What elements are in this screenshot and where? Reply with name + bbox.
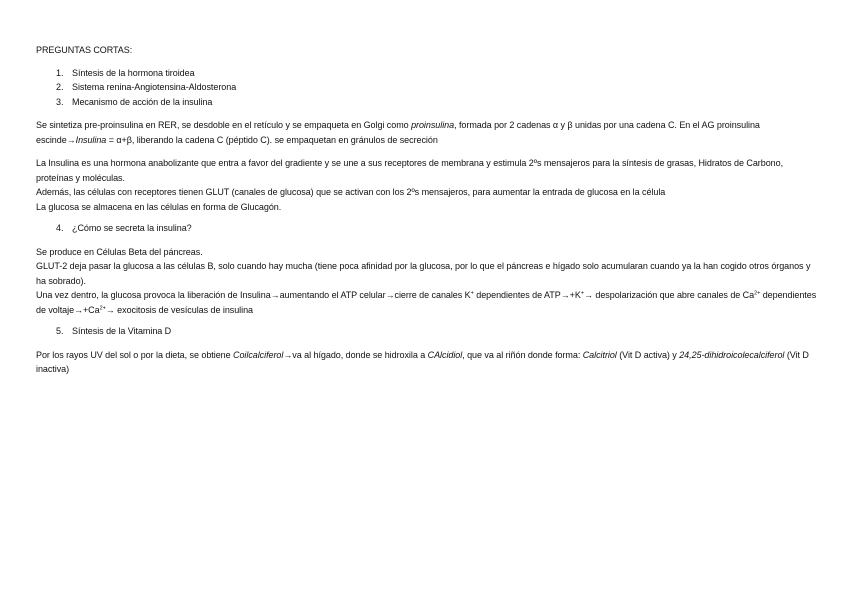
superscript: + (470, 290, 474, 297)
text-run: → exocitosis de vesículas de insulina (105, 304, 253, 315)
text-run: (Vit D inactiva) (36, 349, 809, 374)
question-4 (36, 221, 818, 236)
question-5 (36, 324, 818, 339)
paragraph-insulin-1: La Insulina es una hormona anabolizante que entra a favor del gradiente y se une a sus receptores de membrana y estimula 2ºs mensajeros para la síntesis de grasas, Hidratos de Carbono, proteínas y moléculas. (36, 158, 784, 183)
text-run: = α+β, liberando la cadena C (péptido C). se empaquetan en gránulos de secreción (106, 134, 438, 145)
superscript: 2+ (754, 290, 761, 297)
paragraph-proinsulin (36, 118, 818, 147)
list-number: 3. (56, 96, 64, 107)
text-run: dependientes de voltaje→+Ca (36, 290, 817, 315)
text-run: → despolarización que abre canales de Ca (583, 290, 755, 300)
superscript: + (580, 290, 584, 297)
list-text: Síntesis de la Vitamina D (72, 326, 172, 336)
list-number: 5. (56, 326, 64, 336)
term-calcidiol: CAlcidiol (427, 349, 463, 360)
text-run: Por los rayos UV del sol o por la dieta, se obtiene (36, 349, 234, 360)
text-run: dependientes de ATP→+K (473, 290, 581, 300)
term-calcitriol: Calcitriol (582, 349, 617, 360)
question-list (36, 66, 818, 110)
text-run: , formada por 2 cadenas α y β unidas por una cadena C. En el AG proinsulina escinde→ (36, 120, 760, 145)
term-coilcalciferol: Coilcalciferol (233, 349, 284, 360)
term-proinsulina: proinsulina (411, 120, 455, 130)
list-text: Síntesis de la hormona tiroidea (72, 67, 195, 78)
list-number: 2. (56, 82, 64, 92)
list-number: 1. (56, 67, 64, 78)
paragraph-secretion-1: Se produce en Células Beta del páncreas. (36, 246, 203, 257)
list-number: 4. (56, 223, 64, 233)
doc-title: PREGUNTAS CORTAS: (36, 45, 133, 55)
paragraph-insulin-2: Además, las células con receptores tienen GLUT (canales de glucosa) que se activan con los 2ºs mensajeros, para aumentar la entrada de glucosa en la célula (36, 187, 666, 197)
superscript: 2+ (99, 305, 106, 311)
list-text: ¿Cómo se secreta la insulina? (72, 223, 192, 233)
paragraph-vitamin-d (36, 348, 818, 377)
paragraph-insulin-3: La glucosa se almacena en las células en forma de Glucagón. (36, 201, 282, 212)
paragraph-secretion-2: GLUT-2 deja pasar la glucosa a las células B, solo cuando hay mucha (tiene poca afinidad por la glucosa, por lo que el páncreas e hígado solo acumularan cuando ya la han cogido otros órganos y ha sobrado). (36, 261, 811, 286)
text-run: Se sintetiza pre-proinsulina en RER, se desdoble en el retículo y se empaqueta en Golgi como (36, 120, 412, 130)
text-run: →va al hígado, donde se hidroxila a (283, 349, 428, 360)
text-run: , que va al riñón donde forma: (462, 349, 583, 360)
paragraph-secretion-3 (36, 288, 818, 317)
list-text: Mecanismo de acción de la insulina (72, 96, 213, 107)
list-text: Sistema renina-Angiotensina-Aldosterona (72, 82, 237, 92)
list-item (36, 95, 818, 110)
text-run: Una vez dentro, la glucosa provoca la liberación de Insulina→aumentando el ATP celular→cierre de canales K (36, 290, 471, 300)
term-insulina: Insulina (75, 134, 107, 145)
text-run: (Vit D activa) y (616, 349, 680, 360)
list-item (36, 66, 818, 81)
list-item (36, 80, 818, 95)
term-dihidroicolecalciferol: 24,25-dihidroicolecalciferol (679, 349, 785, 360)
